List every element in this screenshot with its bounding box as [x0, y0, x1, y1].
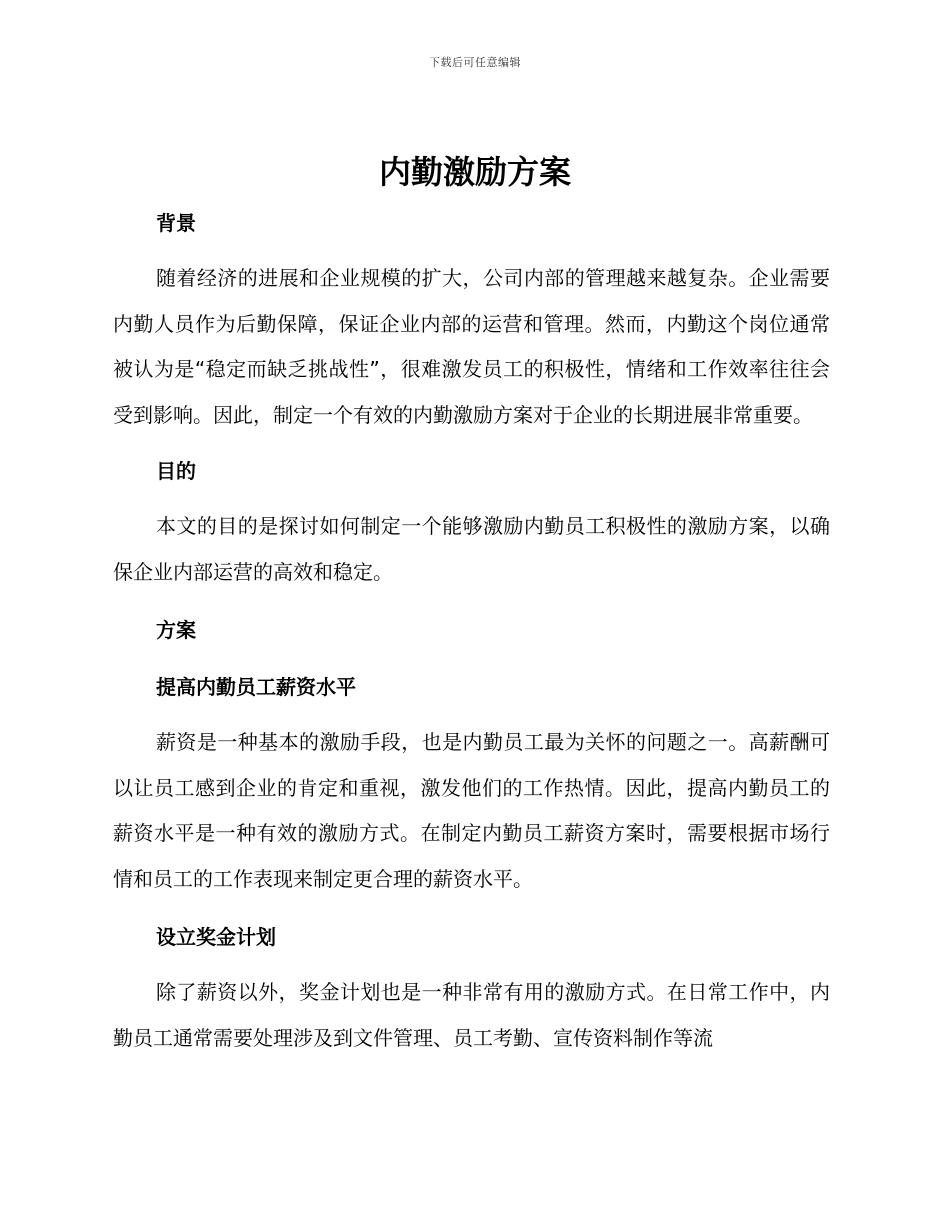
- section-heading-purpose: 目的: [156, 459, 196, 483]
- subsection-heading-bonus: 设立奖金计划: [156, 925, 276, 949]
- paragraph-bonus: 除了薪资以外，奖金计划也是一种非常有用的激励方式。在日常工作中，内勤员工通常需要处理涉及到文件管理、员工考勤、宣传资料制作等流: [113, 980, 830, 1050]
- paragraph-salary: 薪资是一种基本的激励手段，也是内勤员工最为关怀的问题之一。高薪酬可以让员工感到企业的肯定和重视，激发他们的工作热情。因此，提高内勤员工的薪资水平是一种有效的激励方式。在制定内勤员工薪资方案时，需要根据市场行情和员工的工作表现来制定更合理的薪资水平。: [113, 730, 830, 891]
- subsection-heading-salary: 提高内勤员工薪资水平: [156, 675, 356, 699]
- paragraph-purpose: 本文的目的是探讨如何制定一个能够激励内勤员工积极性的激励方案，以确保企业内部运营的高效和稳定。: [113, 514, 830, 584]
- document-title: 内勤激励方案: [378, 153, 571, 191]
- paragraph-background: 随着经济的进展和企业规模的扩大，公司内部的管理越来越复杂。企业需要内勤人员作为后勤保障，保证企业内部的运营和管理。然而，内勤这个岗位通常被认为是“稳定而缺乏挑战性”，很难激发员工的积极性，情绪和工作效率往往会受到影响。因此，制定一个有效的内勤激励方案对于企业的长期进展非常重要。: [113, 266, 830, 427]
- header-note: 下载后可任意编辑: [429, 56, 521, 69]
- section-heading-background: 背景: [156, 211, 196, 235]
- section-heading-plan: 方案: [156, 618, 196, 642]
- document-body: [113, 200, 830, 1061]
